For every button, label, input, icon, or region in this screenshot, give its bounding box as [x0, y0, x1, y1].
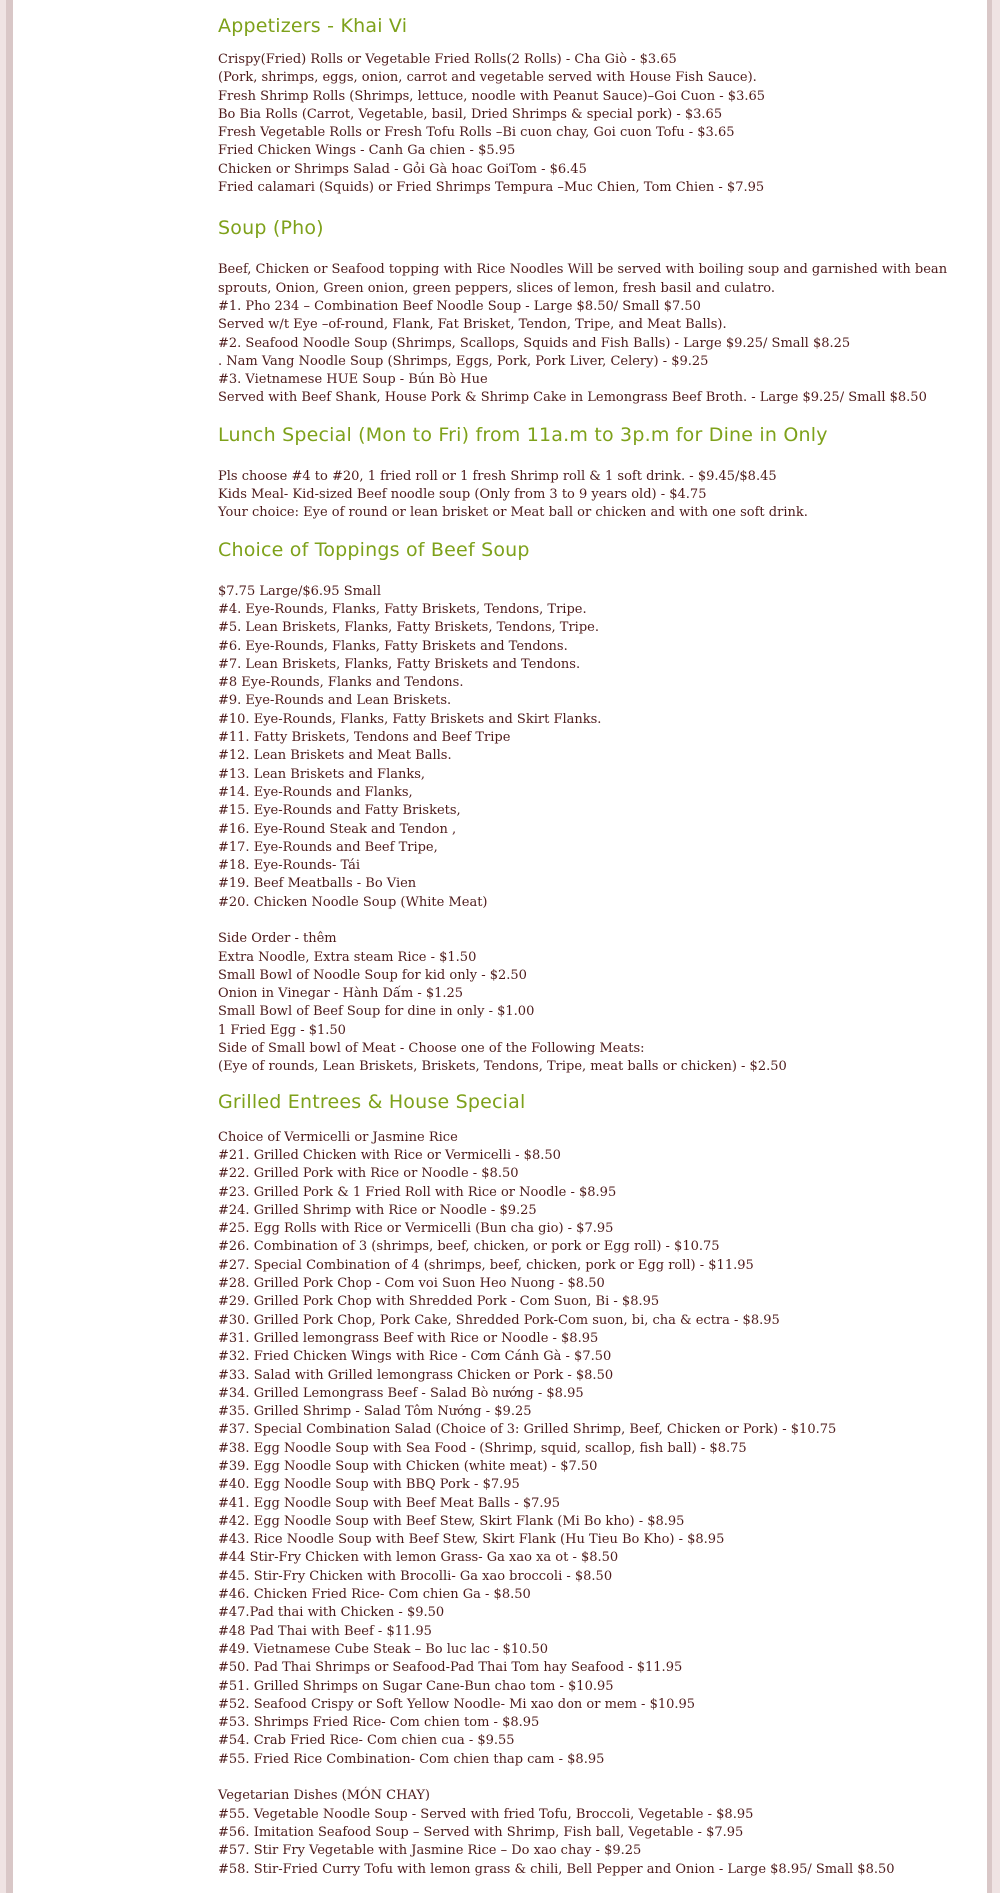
menu-line: Fried Chicken Wings - Canh Ga chien - $5.95 [218, 143, 516, 159]
menu-line: #39. Egg Noodle Soup with Chicken (white meat) - $7.50 [218, 1459, 598, 1474]
menu-line: Your choice: Eye of round or lean brisket or Meat ball or chicken and with one soft drink. [218, 505, 808, 521]
menu-line: #9. Eye-Rounds and Lean Briskets. [218, 693, 452, 709]
menu-line: #26. Combination of 3 (shrimps, beef, chicken, or pork or Egg roll) - $10.75 [218, 1239, 720, 1255]
menu-line: Fresh Shrimp Rolls (Shrimps, lettuce, noodle with Peanut Sauce)–Goi Cuon - $3.65 [218, 88, 766, 104]
menu-line: #46. Chicken Fried Rice- Com chien Ga - $8.50 [218, 1587, 531, 1603]
menu-line: #51. Grilled Shrimps on Sugar Cane-Bun chao tom - $10.95 [218, 1678, 614, 1694]
menu-line: #40. Egg Noodle Soup with BBQ Pork - $7.95 [218, 1477, 520, 1493]
menu-line: #44 Stir-Fry Chicken with lemon Grass- Ga xao xa ot - $8.50 [218, 1550, 619, 1566]
menu-page [13, 0, 987, 1893]
menu-line: 1 Fried Egg - $1.50 [218, 1022, 346, 1038]
menu-line: #4. Eye-Rounds, Flanks, Fatty Briskets, Tendons, Tripe. [218, 601, 587, 617]
menu-line: #57. Stir Fry Vegetable with Jasmine Rice – Do xao chay - $9.25 [218, 1843, 642, 1859]
menu-line: Extra Noodle, Extra steam Rice - $1.50 [218, 949, 477, 965]
grilled-list [218, 1129, 948, 1879]
menu-line: #22. Grilled Pork with Rice or Noodle - $8.50 [218, 1166, 519, 1182]
menu-line: #41. Egg Noodle Soup with Beef Meat Balls - $7.95 [218, 1495, 561, 1511]
menu-line: #47.Pad thai with Chicken - $9.50 [218, 1605, 445, 1621]
menu-line: #55. Fried Rice Combination- Com chien thap cam - $8.95 [218, 1751, 605, 1767]
menu-line: $7.75 Large/$6.95 Small [218, 583, 381, 599]
menu-line: #10. Eye-Rounds, Flanks, Fatty Briskets and Skirt Flanks. [218, 711, 602, 727]
menu-line: #23. Grilled Pork & 1 Fried Roll with Rice or Noodle - $8.95 [218, 1184, 617, 1200]
soup-intro: Beef, Chicken or Seafood topping with Rice Noodles Will be served with boiling soup and garnished with bean sprouts, Onion, Green onion, green peppers, slices of lemon, fresh basil and culatro. [218, 262, 948, 296]
menu-line: Pls choose #4 to #20, 1 fried roll or 1 fresh Shrimp roll & 1 soft drink. - $9.45/$8.45 [218, 468, 777, 484]
menu-line: Chicken or Shrimps Salad - Gỏi Gà hoac GoiTom - $6.45 [218, 161, 587, 177]
soup-title: Soup (Pho) [218, 217, 324, 240]
menu-line: #11. Fatty Briskets, Tendons and Beef Tripe [218, 730, 511, 746]
menu-line: Choice of Vermicelli or Jasmine Rice [218, 1129, 458, 1145]
grilled-title: Grilled Entrees & House Special [218, 1090, 526, 1113]
menu-line: #14. Eye-Rounds and Flanks, [218, 784, 413, 800]
menu-line: #19. Beef Meatballs - Bo Vien [218, 876, 417, 892]
menu-line: #28. Grilled Pork Chop - Com voi Suon Heo Nuong - $8.50 [218, 1276, 605, 1292]
menu-line: #48 Pad Thai with Beef - $11.95 [218, 1623, 432, 1639]
menu-line: #35. Grilled Shrimp - Salad Tôm Nướng - $9.25 [218, 1404, 532, 1420]
menu-line: #7. Lean Briskets, Flanks, Fatty Briskets and Tendons. [218, 656, 581, 672]
menu-line: #50. Pad Thai Shrimps or Seafood-Pad Thai Tom hay Seafood - $11.95 [218, 1660, 683, 1676]
menu-line: #43. Rice Noodle Soup with Beef Stew, Skirt Flank (Hu Tieu Bo Kho) - $8.95 [218, 1532, 725, 1548]
menu-line: Crispy(Fried) Rolls or Vegetable Fried Rolls(2 Rolls) - Cha Giò - $3.65 [218, 52, 677, 67]
menu-line: Onion in Vinegar - Hành Dấm - $1.25 [218, 986, 464, 1002]
menu-line: (Pork, shrimps, eggs, onion, carrot and vegetable served with House Fish Sauce). [218, 70, 757, 86]
menu-content [218, 11, 948, 1879]
menu-line: Side Order - thêm [218, 931, 337, 947]
menu-line: Vegetarian Dishes (MÓN CHAY) [218, 1788, 430, 1804]
menu-line: #54. Crab Fried Rice- Com chien cua - $9.55 [218, 1733, 515, 1749]
menu-line: Bo Bia Rolls (Carrot, Vegetable, basil, Dried Shrimps & special pork) - $3.65 [218, 106, 723, 122]
menu-line: #6. Eye-Rounds, Flanks, Fatty Briskets and Tendons. [218, 638, 568, 654]
menu-line: #32. Fried Chicken Wings with Rice - Cơm Cánh Gà - $7.50 [218, 1349, 612, 1365]
menu-line: #1. Pho 234 – Combination Beef Noodle Soup - Large $8.50/ Small $7.50 [218, 298, 701, 314]
toppings-title: Choice of Toppings of Beef Soup [218, 538, 530, 561]
menu-line: #42. Egg Noodle Soup with Beef Stew, Skirt Flank (Mi Bo kho) - $8.95 [218, 1513, 685, 1529]
menu-line: #58. Stir-Fried Curry Tofu with lemon grass & chili, Bell Pepper and Onion - Large $8.95/ Small $8.50 [218, 1861, 895, 1877]
menu-line: #13. Lean Briskets and Flanks, [218, 766, 426, 782]
menu-line: #33. Salad with Grilled lemongrass Chicken or Pork - $8.50 [218, 1367, 614, 1383]
menu-line: #5. Lean Briskets, Flanks, Fatty Briskets, Tendons, Tripe. [218, 620, 599, 636]
appetizers-list [218, 51, 948, 197]
menu-line: Fresh Vegetable Rolls or Fresh Tofu Rolls –Bi cuon chay, Goi cuon Tofu - $3.65 [218, 125, 735, 141]
menu-line: Small Bowl of Noodle Soup for kid only - $2.50 [218, 967, 527, 983]
menu-line: . Nam Vang Noodle Soup (Shrimps, Eggs, Pork, Pork Liver, Celery) - $9.25 [218, 353, 709, 369]
lunch-special-list [218, 468, 948, 523]
menu-line: Served with Beef Shank, House Pork & Shrimp Cake in Lemongrass Beef Broth. - Large $9.25/ Small $8.50 [218, 390, 927, 406]
lunch-special-title: Lunch Special (Mon to Fri) from 11a.m to 3p.m for Dine in Only [218, 423, 828, 446]
menu-line: #20. Chicken Noodle Soup (White Meat) [218, 894, 488, 910]
menu-line: Side of Small bowl of Meat - Choose one of the Following Meats: [218, 1041, 645, 1057]
menu-line: #45. Stir-Fry Chicken with Brocolli- Ga xao broccoli - $8.50 [218, 1568, 613, 1584]
menu-line: #18. Eye-Rounds- Tái [218, 858, 361, 874]
menu-line: #30. Grilled Pork Chop, Pork Cake, Shredded Pork-Com suon, bi, cha & ectra - $8.95 [218, 1312, 780, 1328]
menu-line: #49. Vietnamese Cube Steak – Bo luc lac - $10.50 [218, 1641, 549, 1657]
menu-line: #52. Seafood Crispy or Soft Yellow Noodle- Mi xao don or mem - $10.95 [218, 1696, 696, 1712]
soup-list [218, 261, 948, 407]
menu-line: #56. Imitation Seafood Soup – Served with Shrimp, Fish ball, Vegetable - $7.95 [218, 1824, 744, 1840]
menu-line: #16. Eye-Round Steak and Tendon , [218, 821, 457, 837]
menu-line: #21. Grilled Chicken with Rice or Vermicelli - $8.50 [218, 1147, 561, 1163]
menu-line: #25. Egg Rolls with Rice or Vermicelli (Bun cha gio) - $7.95 [218, 1221, 614, 1237]
menu-line: #37. Special Combination Salad (Choice of 3: Grilled Shrimp, Beef, Chicken or Pork) - $10.75 [218, 1422, 837, 1438]
menu-line: #12. Lean Briskets and Meat Balls. [218, 748, 452, 764]
menu-line: #2. Seafood Noodle Soup (Shrimps, Scallops, Squids and Fish Balls) - Large $9.25/ Small $8.25 [218, 335, 851, 351]
menu-line: #17. Eye-Rounds and Beef Tripe, [218, 839, 438, 855]
menu-line: Kids Meal- Kid-sized Beef noodle soup (Only from 3 to 9 years old) - $4.75 [218, 487, 707, 503]
menu-line: #55. Vegetable Noodle Soup - Served with fried Tofu, Broccoli, Vegetable - $8.95 [218, 1806, 754, 1822]
menu-line: #24. Grilled Shrimp with Rice or Noodle - $9.25 [218, 1202, 537, 1218]
menu-line: #29. Grilled Pork Chop with Shredded Pork - Com Suon, Bi - $8.95 [218, 1294, 660, 1310]
menu-line: #8 Eye-Rounds, Flanks and Tendons. [218, 675, 464, 691]
menu-line: Small Bowl of Beef Soup for dine in only - $1.00 [218, 1004, 535, 1020]
menu-line: #53. Shrimps Fried Rice- Com chien tom - $8.95 [218, 1715, 540, 1731]
appetizers-title: Appetizers - Khai Vi [218, 15, 408, 37]
menu-line: #3. Vietnamese HUE Soup - Bún Bò Hue [218, 372, 488, 388]
menu-line: #15. Eye-Rounds and Fatty Briskets, [218, 803, 461, 819]
menu-line: #34. Grilled Lemongrass Beef - Salad Bò nướng - $8.95 [218, 1385, 584, 1401]
menu-line: #27. Special Combination of 4 (shrimps, beef, chicken, pork or Egg roll) - $11.95 [218, 1257, 754, 1273]
toppings-list [218, 583, 948, 1077]
menu-line: Served w/t Eye –of-round, Flank, Fat Brisket, Tendon, Tripe, and Meat Balls). [218, 317, 727, 333]
menu-line: #38. Egg Noodle Soup with Sea Food - (Shrimp, squid, scallop, fish ball) - $8.75 [218, 1440, 747, 1456]
menu-line: Fried calamari (Squids) or Fried Shrimps Tempura –Muc Chien, Tom Chien - $7.95 [218, 180, 765, 196]
menu-line: (Eye of rounds, Lean Briskets, Briskets, Tendons, Tripe, meat balls or chicken) - $2.50 [218, 1059, 787, 1075]
menu-line: #31. Grilled lemongrass Beef with Rice or Noodle - $8.95 [218, 1330, 599, 1346]
